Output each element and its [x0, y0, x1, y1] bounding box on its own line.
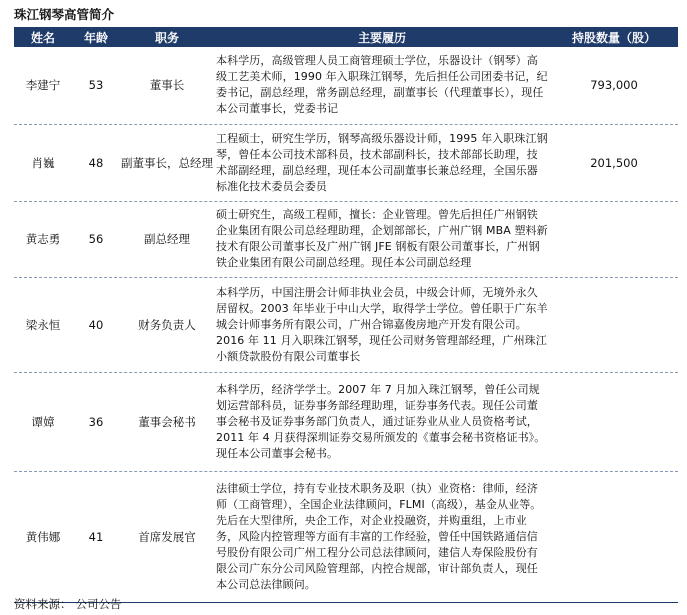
cell-shares — [550, 472, 678, 602]
cell-bio: 本科学历，中国注册会计师非执业会员，中级会计师，无境外永久居留权。2003 年毕业于中山大学，取得学士学位。曾任职于广东羊城会计师事务所有限公司，广州合锦嘉俊房地产开发有限公司。2016 年 11 月入职珠江钢琴，现任公司财务管理部经理，广州珠江小额贷款股份有限公司董事长 — [216, 285, 548, 363]
cell-shares: 201,500 — [590, 155, 638, 170]
table-row — [14, 202, 678, 278]
cell-age: 48 — [88, 155, 104, 170]
cell-name: 梁永恒 — [25, 317, 61, 332]
cell-age: 41 — [88, 529, 104, 544]
header-name: 姓名 — [30, 31, 55, 45]
cell-position: 财务负责人 — [138, 317, 196, 332]
cell-name: 黄志勇 — [25, 232, 61, 246]
cell-bio: 本科学历，经济学学士。2007 年 7 月加入珠江钢琴，曾任公司规划运营部科员，证券事务部经理助理，证券事务代表。现任公司董事会秘书及证券事务部门负责人，通过证券业从业人员资格考试，2011 年 4 月获得深圳证券交易所颁发的《董事会秘书资格证书》。现任本公司董事会秘书。 — [216, 382, 546, 460]
source-label: 资料来源： — [14, 597, 72, 611]
cell-shares: 793,000 — [590, 78, 638, 92]
cell-name: 李建宁 — [25, 78, 61, 92]
table-header — [14, 28, 678, 47]
header-shares: 持股数量（股） — [571, 31, 656, 45]
source-value: 公司公告 — [75, 597, 122, 611]
cell-bio: 法律硕士学位，持有专业技术职务及职（执）业资格：律师，经济师（工商管理），全国企业法律顾问，FLMI（高级），基金从业等。先后在大型律所，央企工作，对企业投融资，并购重组，上市业务，风险内控管理等方面有丰富的工作经验，曾任中国铁路通信信号股份有限公司广州工程分公司总法律顾问，建信人寿保险股份有限公司广东分公司风险管理部，内控合规部，审计部负责人，现任本公司总法律顾问。 — [216, 481, 542, 591]
cell-bio: 工程硕士，研究生学历，钢琴高级乐器设计师，1995 年入职珠江钢琴，曾任本公司技术部科员，技术部副科长，技术部部长助理，技术部副经理，副总经理，现任本公司副董事长兼总经理，全国乐器标准化技术委员会委员 — [216, 131, 548, 193]
cell-age: 56 — [88, 232, 104, 246]
header-position: 职务 — [154, 31, 179, 45]
cell-bio: 本科学历，高级管理人员工商管理硕士学位，乐器设计（钢琴）高级工艺美术师，1990 年入职珠江钢琴，先后担任公司团委书记，纪委书记，副总经理，常务副总经理，副董事长（代理董事长），现任本公司董事长，党委书记 — [216, 54, 548, 115]
table-row — [14, 373, 678, 472]
cell-shares — [550, 278, 678, 372]
cell-name: 肖巍 — [31, 155, 55, 170]
cell-position: 首席发展官 — [138, 529, 196, 544]
cell-age: 40 — [88, 317, 104, 332]
cell-shares — [550, 202, 678, 277]
header-bio: 主要履历 — [357, 31, 406, 45]
cell-bio: 硕士研究生，高级工程师，擅长：企业管理。曾先后担任广州钢铁企业集团有限公司总经理助理，企划部部长，广州广钢 MBA 塑料新技术有限公司董事长及广州广钢 JFE 钢板有限公司董事长，广州钢铁企业集团有限公司副总经理。现任本公司副总经理 — [216, 208, 548, 269]
table-row — [14, 278, 678, 373]
table-row — [14, 47, 678, 125]
executive-table — [14, 27, 678, 603]
cell-age: 53 — [88, 78, 104, 92]
cell-name: 黄伟娜 — [25, 529, 61, 544]
cell-position: 副总经理 — [144, 232, 190, 246]
cell-shares — [550, 373, 678, 471]
cell-position: 副董事长，总经理 — [121, 155, 213, 170]
table-title: 珠江钢琴高管简介 — [14, 7, 115, 22]
table-row — [14, 125, 678, 202]
source-note — [14, 596, 126, 612]
cell-age: 36 — [88, 414, 104, 429]
cell-position: 董事会秘书 — [138, 414, 196, 429]
cell-name: 谭嫜 — [31, 414, 55, 429]
header-age: 年龄 — [83, 31, 108, 45]
cell-position: 董事长 — [149, 78, 185, 92]
table-row — [14, 472, 678, 603]
